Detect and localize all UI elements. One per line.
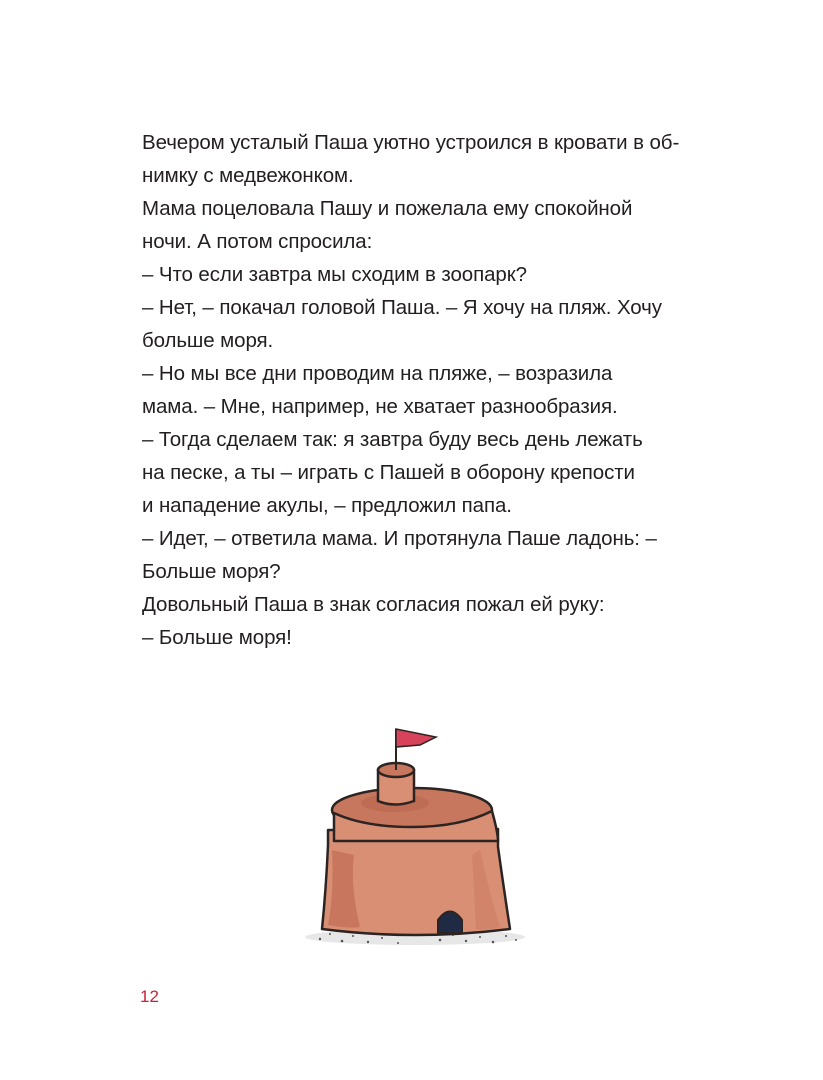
story-line: – Идет, – ответила мама. И протянула Паше ладонь: –: [142, 527, 657, 550]
story-line: Вечером усталый Паша уютно устроился в кровати в об-: [142, 131, 680, 154]
story-line: Больше моря?: [142, 560, 281, 583]
story-line: Довольный Паша в знак согласия пожал ей руку:: [142, 593, 605, 616]
flag: [396, 729, 436, 747]
story-line: больше моря.: [142, 329, 274, 352]
story-text: [142, 126, 702, 654]
story-line: мама. – Мне, например, не хватает разнообразия.: [142, 395, 618, 418]
sandcastle-icon: [290, 715, 540, 955]
sandcastle-illustration: [290, 715, 540, 955]
page-number: 12: [140, 987, 159, 1006]
story-line: – Но мы все дни проводим на пляже, – возразила: [142, 362, 613, 385]
castle-door: [438, 912, 462, 934]
story-line: – Что если завтра мы сходим в зоопарк?: [142, 263, 527, 286]
story-line: и нападение акулы, – предложил папа.: [142, 494, 512, 517]
story-line: – Тогда сделаем так: я завтра буду весь день лежать: [142, 428, 643, 451]
story-line: нимку с медвежонком.: [142, 164, 354, 187]
story-line: – Нет, – покачал головой Паша. – Я хочу на пляж. Хочу: [142, 296, 662, 319]
story-line: – Больше моря!: [142, 626, 292, 649]
story-line: Мама поцеловала Пашу и пожелала ему спокойной: [142, 197, 633, 220]
story-line: ночи. А потом спросила:: [142, 230, 373, 253]
story-line: на песке, а ты – играть с Пашей в оборону крепости: [142, 461, 635, 484]
